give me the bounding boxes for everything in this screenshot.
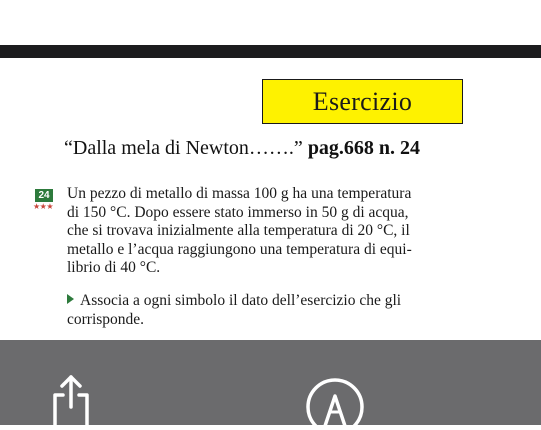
problem-line: di 150 °C. Dopo essere stato immerso in 50 g di acqua,	[67, 203, 409, 221]
top-divider	[0, 45, 541, 58]
source-line	[64, 137, 420, 160]
share-icon	[45, 373, 97, 425]
difficulty-stars: ★★★	[33, 202, 54, 211]
top-bar	[0, 0, 541, 45]
problem-line: Un pezzo di metallo di massa 100 g ha una temperatura	[67, 185, 412, 202]
markup-button[interactable]	[304, 376, 366, 425]
source-quote: “Dalla mela di Newton…….”	[64, 137, 303, 159]
task-text	[67, 292, 467, 329]
source-ref: pag.668 n. 24	[307, 137, 421, 159]
task-line-text: Associa a ogni simbolo il dato dell’esercizio che gli	[80, 292, 402, 309]
problem-line: metallo e l’acqua raggiungono una temperatura di equi-	[67, 240, 412, 258]
exercise-heading	[262, 79, 463, 124]
task-line: corrisponde.	[67, 310, 145, 328]
problem-line: librio di 40 °C.	[67, 259, 161, 277]
exercise-heading-text: Esercizio	[312, 86, 413, 116]
problem-number-badge: 24	[35, 189, 53, 202]
share-button[interactable]	[45, 373, 97, 425]
arrow-right-icon	[67, 294, 74, 304]
task-line	[67, 292, 467, 311]
problem-text	[67, 185, 467, 278]
problem-line: che si trovava inizialmente alla temperatura di 20 °C, il	[67, 222, 410, 240]
markup-icon	[304, 376, 366, 425]
